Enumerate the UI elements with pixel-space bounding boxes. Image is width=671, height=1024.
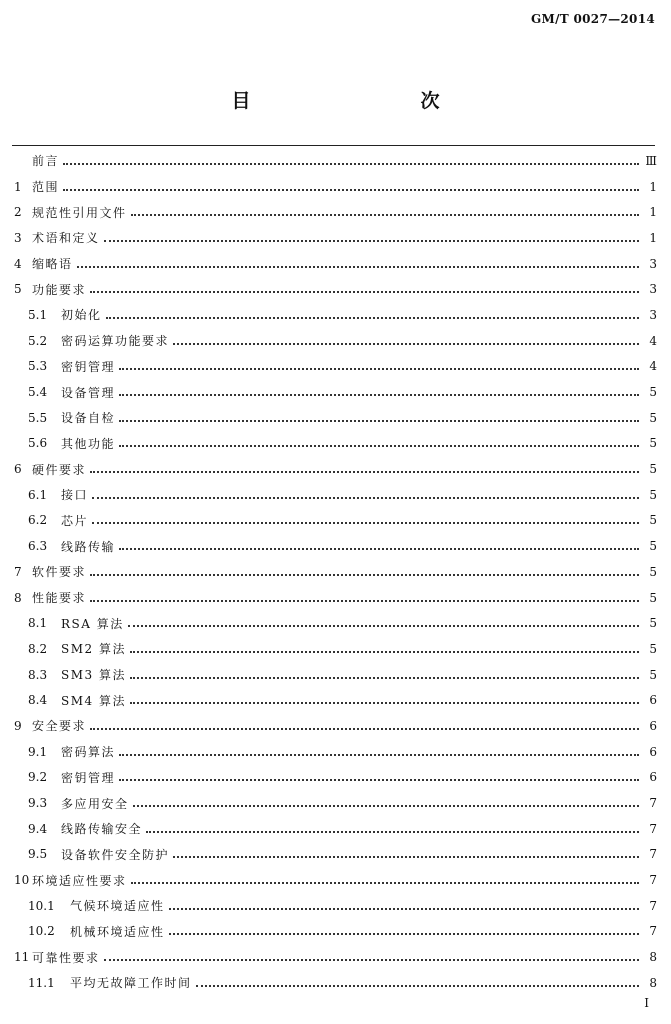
- toc-entry-number: 1: [14, 179, 22, 194]
- toc-entry-page: 5: [649, 410, 657, 425]
- standard-code: GM/T 0027—2014: [530, 12, 655, 26]
- dot-leader: [146, 831, 639, 833]
- toc-entry-page: 7: [649, 924, 657, 939]
- dot-leader: [92, 522, 639, 524]
- toc-entry-label: SM2 算法: [61, 642, 126, 657]
- toc-entry-number: 7: [14, 564, 22, 579]
- toc-entry-number: 5.5: [28, 410, 48, 425]
- toc-entry-number: 11.1: [28, 975, 55, 990]
- toc-entry[interactable]: [14, 842, 657, 868]
- toc-entry[interactable]: [14, 379, 657, 405]
- toc-entry[interactable]: [14, 148, 657, 174]
- toc-entry-label: 线路传输: [61, 539, 116, 554]
- toc-entry-page: 5: [649, 462, 657, 477]
- toc-entry-label: 硬件要求: [32, 462, 87, 477]
- toc-entry-label: 其他功能: [61, 436, 116, 451]
- page-folio: I: [644, 996, 649, 1010]
- toc-entry-label: 密钥管理: [61, 770, 116, 785]
- toc-entry-number: 6: [14, 462, 22, 477]
- toc-entry-label: 气候环境适应性: [70, 899, 165, 914]
- toc-entry-label: 机械环境适应性: [70, 924, 165, 939]
- toc-entry-label: 范围: [32, 180, 60, 195]
- toc-entry-page: 5: [649, 436, 657, 451]
- dot-leader: [119, 754, 639, 756]
- toc-entry[interactable]: [14, 610, 657, 636]
- toc-entry-page: 5: [649, 539, 657, 554]
- dot-leader: [133, 805, 639, 807]
- dot-leader: [92, 497, 639, 499]
- toc-entry[interactable]: [14, 199, 657, 225]
- toc-entry-label: 规范性引用文件: [32, 205, 127, 220]
- dot-leader: [63, 189, 639, 191]
- toc-entry-label: 前言: [32, 154, 60, 169]
- toc-entry-page: 5: [649, 590, 657, 605]
- toc-entry-page: 6: [649, 718, 657, 733]
- toc-entry-number: 9.1: [28, 744, 48, 759]
- toc-entry-number: 8.4: [28, 693, 48, 708]
- toc-entry-number: 5.3: [28, 359, 48, 374]
- toc-entry-number: 9.3: [28, 796, 48, 811]
- toc-entry-number: 8: [14, 590, 22, 605]
- toc-entry[interactable]: [14, 687, 657, 713]
- dot-leader: [119, 779, 639, 781]
- toc-entry[interactable]: [14, 636, 657, 662]
- toc-entry-page: 8: [649, 950, 657, 965]
- dot-leader: [131, 214, 639, 216]
- dot-leader: [128, 625, 639, 627]
- dot-leader: [119, 394, 639, 396]
- toc-entry[interactable]: [14, 354, 657, 380]
- toc-entry-label: 设备自检: [61, 411, 116, 426]
- toc-entry-number: 2: [14, 205, 22, 220]
- toc-entry-number: 3: [14, 230, 22, 245]
- toc-entry[interactable]: [14, 713, 657, 739]
- toc-entry-number: 6.3: [28, 539, 48, 554]
- toc-entry-label: 多应用安全: [61, 796, 129, 811]
- dot-leader: [119, 368, 639, 370]
- toc-entry-label: 接口: [61, 488, 89, 503]
- dot-leader: [106, 317, 639, 319]
- toc-entry-number: 10: [14, 873, 30, 888]
- toc-entry[interactable]: [14, 508, 657, 534]
- toc-entry-label: 平均无故障工作时间: [70, 976, 192, 991]
- toc-entry-page: 1: [649, 205, 657, 220]
- dot-leader: [90, 574, 639, 576]
- toc-entry-page: 7: [649, 847, 657, 862]
- dot-leader: [173, 856, 639, 858]
- dot-leader: [196, 985, 639, 987]
- toc-entry-page: 7: [649, 821, 657, 836]
- toc-entry[interactable]: [14, 431, 657, 457]
- toc-entry-number: 11: [14, 950, 30, 965]
- toc-entry-page: 4: [649, 359, 657, 374]
- toc-entry[interactable]: [14, 251, 657, 277]
- toc-entry-label: 安全要求: [32, 719, 87, 734]
- toc-entry[interactable]: [14, 944, 657, 970]
- dot-leader: [169, 933, 639, 935]
- dot-leader: [104, 959, 639, 961]
- dot-leader: [77, 266, 639, 268]
- toc-entry-number: 6.2: [28, 513, 48, 528]
- toc-entry-label: 密码运算功能要求: [61, 334, 170, 349]
- toc-entry-number: 5.2: [28, 333, 48, 348]
- toc-entry-page: 1: [649, 230, 657, 245]
- toc-entry[interactable]: [14, 739, 657, 765]
- toc-entry-page: 1: [649, 179, 657, 194]
- toc-entry-label: 设备软件安全防护: [61, 847, 170, 862]
- dot-leader: [131, 882, 639, 884]
- toc-entry-page: 5: [649, 564, 657, 579]
- toc-entry-page: 4: [649, 333, 657, 348]
- dot-leader: [169, 908, 639, 910]
- toc-entry-label: 术语和定义: [32, 231, 100, 246]
- toc-entry-page: 5: [649, 667, 657, 682]
- toc-entry[interactable]: [14, 816, 657, 842]
- toc-entry[interactable]: [14, 225, 657, 251]
- toc-entry-number: 8.2: [28, 641, 48, 656]
- toc-entry-label: RSA 算法: [61, 616, 124, 631]
- dot-leader: [90, 728, 639, 730]
- table-of-contents: [14, 148, 657, 996]
- toc-entry-number: 9.5: [28, 847, 48, 862]
- dot-leader: [90, 471, 639, 473]
- toc-entry-label: 芯片: [61, 513, 89, 528]
- toc-entry-page: 5: [649, 487, 657, 502]
- toc-entry[interactable]: [14, 174, 657, 200]
- toc-entry-number: 8.3: [28, 667, 48, 682]
- toc-entry-label: 软件要求: [32, 565, 87, 580]
- toc-entry[interactable]: [14, 662, 657, 688]
- toc-entry-label: SM4 算法: [61, 693, 126, 708]
- toc-entry[interactable]: [14, 482, 657, 508]
- toc-entry-label: 性能要求: [32, 591, 87, 606]
- toc-entry[interactable]: [14, 765, 657, 791]
- dot-leader: [104, 240, 639, 242]
- dot-leader: [90, 291, 639, 293]
- toc-entry-number: 9: [14, 718, 22, 733]
- toc-entry-number: 8.1: [28, 616, 48, 631]
- toc-entry-page: 7: [649, 796, 657, 811]
- toc-entry-label: 密钥管理: [61, 359, 116, 374]
- toc-entry-number: 5: [14, 282, 22, 297]
- toc-entry-label: 环境适应性要求: [32, 873, 127, 888]
- title-rule: [12, 145, 655, 146]
- toc-entry-number: 4: [14, 256, 22, 271]
- toc-entry-label: 设备管理: [61, 385, 116, 400]
- toc-entry-label: SM3 算法: [61, 668, 126, 683]
- toc-entry-page: Ⅲ: [645, 153, 657, 168]
- dot-leader: [63, 163, 639, 165]
- toc-entry-number: 9.4: [28, 821, 48, 836]
- toc-entry-page: 3: [649, 307, 657, 322]
- toc-entry[interactable]: [14, 919, 657, 945]
- toc-entry[interactable]: [14, 585, 657, 611]
- dot-leader: [90, 600, 639, 602]
- toc-entry[interactable]: [14, 276, 657, 302]
- toc-entry-number: 5.1: [28, 307, 48, 322]
- dot-leader: [119, 445, 639, 447]
- toc-entry[interactable]: [14, 893, 657, 919]
- toc-entry[interactable]: [14, 328, 657, 354]
- toc-entry-number: 10.2: [28, 924, 55, 939]
- toc-entry[interactable]: [14, 405, 657, 431]
- toc-entry[interactable]: [14, 302, 657, 328]
- toc-entry-label: 密码算法: [61, 745, 116, 760]
- toc-entry-number: 5.4: [28, 385, 48, 400]
- toc-entry[interactable]: [14, 533, 657, 559]
- toc-entry-number: 9.2: [28, 770, 48, 785]
- dot-leader: [119, 548, 639, 550]
- toc-entry-page: 5: [649, 616, 657, 631]
- toc-entry[interactable]: [14, 559, 657, 585]
- toc-entry-page: 5: [649, 513, 657, 528]
- toc-entry-page: 6: [649, 693, 657, 708]
- toc-entry-page: 8: [649, 975, 657, 990]
- dot-leader: [130, 702, 639, 704]
- page-title: 目 次: [231, 90, 484, 112]
- toc-entry[interactable]: [14, 456, 657, 482]
- toc-entry-page: 6: [649, 744, 657, 759]
- toc-entry-label: 功能要求: [32, 282, 87, 297]
- toc-entry-page: 7: [649, 898, 657, 913]
- toc-entry-label: 初始化: [61, 308, 102, 323]
- toc-entry-page: 5: [649, 641, 657, 656]
- toc-entry-label: 线路传输安全: [61, 822, 143, 837]
- toc-entry-label: 缩略语: [32, 257, 73, 272]
- toc-entry-page: 3: [649, 256, 657, 271]
- dot-leader: [173, 343, 639, 345]
- toc-entry-label: 可靠性要求: [32, 950, 100, 965]
- toc-entry-number: 6.1: [28, 487, 48, 502]
- toc-entry[interactable]: [14, 790, 657, 816]
- toc-entry-page: 5: [649, 385, 657, 400]
- toc-entry-page: 6: [649, 770, 657, 785]
- toc-entry-page: 7: [649, 873, 657, 888]
- toc-entry[interactable]: [14, 970, 657, 996]
- toc-entry-number: 5.6: [28, 436, 48, 451]
- dot-leader: [119, 420, 639, 422]
- toc-entry-number: 10.1: [28, 898, 55, 913]
- toc-entry[interactable]: [14, 867, 657, 893]
- toc-entry-page: 3: [649, 282, 657, 297]
- dot-leader: [130, 651, 639, 653]
- dot-leader: [130, 677, 639, 679]
